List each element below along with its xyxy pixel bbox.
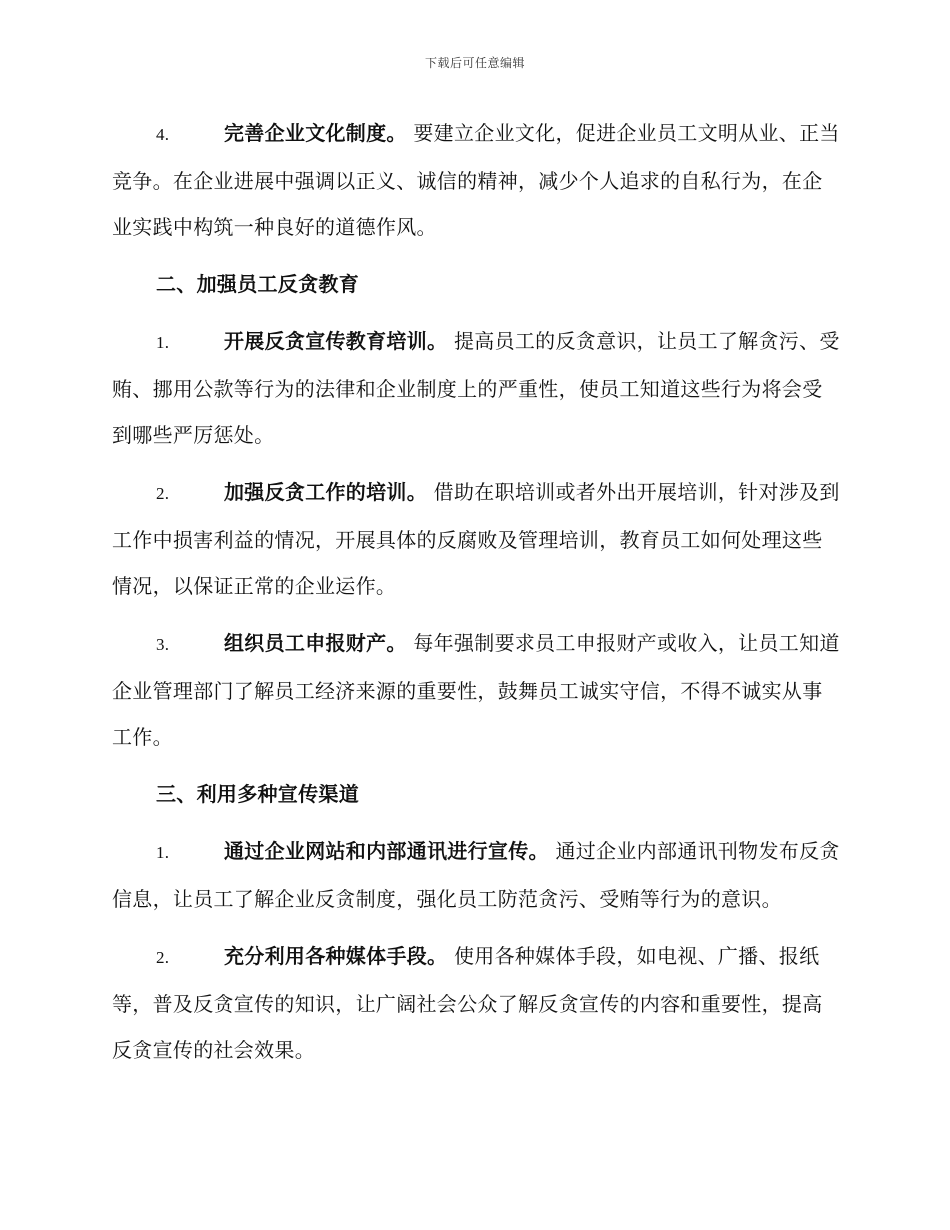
item-number: 2. (156, 484, 170, 503)
list-item-1-anti-corruption-training (112, 318, 840, 458)
item-number: 2. (156, 948, 170, 967)
item-text: 提高员工的反贪意识，让员工了解贪污、受贿、挪用公款等行为的法律和企业制度上的严重性，使员工知道这些行为将会受到哪些严厉惩处。 (112, 329, 840, 447)
item-number: 4. (156, 125, 170, 144)
item-text: 借助在职培训或者外出开展培训，针对涉及到工作中损害利益的情况，开展具体的反腐败及管理培训，教育员工如何处理这些情况，以保证正常的企业运作。 (112, 480, 840, 598)
section-heading-2: 二、加强员工反贪教育 (156, 272, 359, 296)
document-body (112, 110, 840, 1084)
item-lead: 开展反贪宣传教育培训。 (224, 329, 448, 353)
item-number: 1. (156, 333, 170, 352)
item-text: 要建立企业文化，促进企业员工文明从业、正当竞争。在企业进展中强调以正义、诚信的精神，减少个人追求的自私行为，在企业实践中构筑一种良好的道德作风。 (112, 121, 840, 239)
item-number: 1. (156, 843, 170, 862)
list-item-2-media-channels (112, 933, 840, 1073)
item-lead: 加强反贪工作的培训。 (224, 480, 427, 504)
item-text: 通过企业内部通讯刊物发布反贪信息，让员工了解企业反贪制度，强化员工防范贪污、受贿等行为的意识。 (112, 839, 840, 911)
list-item-4-corporate-culture (112, 110, 840, 250)
section-heading-3: 三、利用多种宣传渠道 (156, 782, 359, 806)
item-lead: 通过企业网站和内部通讯进行宣传。 (224, 839, 549, 863)
item-lead: 组织员工申报财产。 (224, 631, 407, 655)
item-lead: 完善企业文化制度。 (224, 121, 407, 145)
page-header-note: 下载后可任意编辑 (424, 56, 525, 70)
item-number: 3. (156, 635, 170, 654)
list-item-1-website-newsletter (112, 828, 840, 922)
item-text: 每年强制要求员工申报财产或收入，让员工知道企业管理部门了解员工经济来源的重要性，鼓舞员工诚实守信，不得不诚实从事工作。 (112, 631, 840, 749)
list-item-2-strengthen-training (112, 469, 840, 609)
item-lead: 充分利用各种媒体手段。 (224, 944, 448, 968)
item-text: 使用各种媒体手段，如电视、广播、报纸等，普及反贪宣传的知识，让广阔社会公众了解反贪宣传的内容和重要性，提高反贪宣传的社会效果。 (112, 944, 823, 1062)
list-item-3-asset-declaration (112, 620, 840, 760)
